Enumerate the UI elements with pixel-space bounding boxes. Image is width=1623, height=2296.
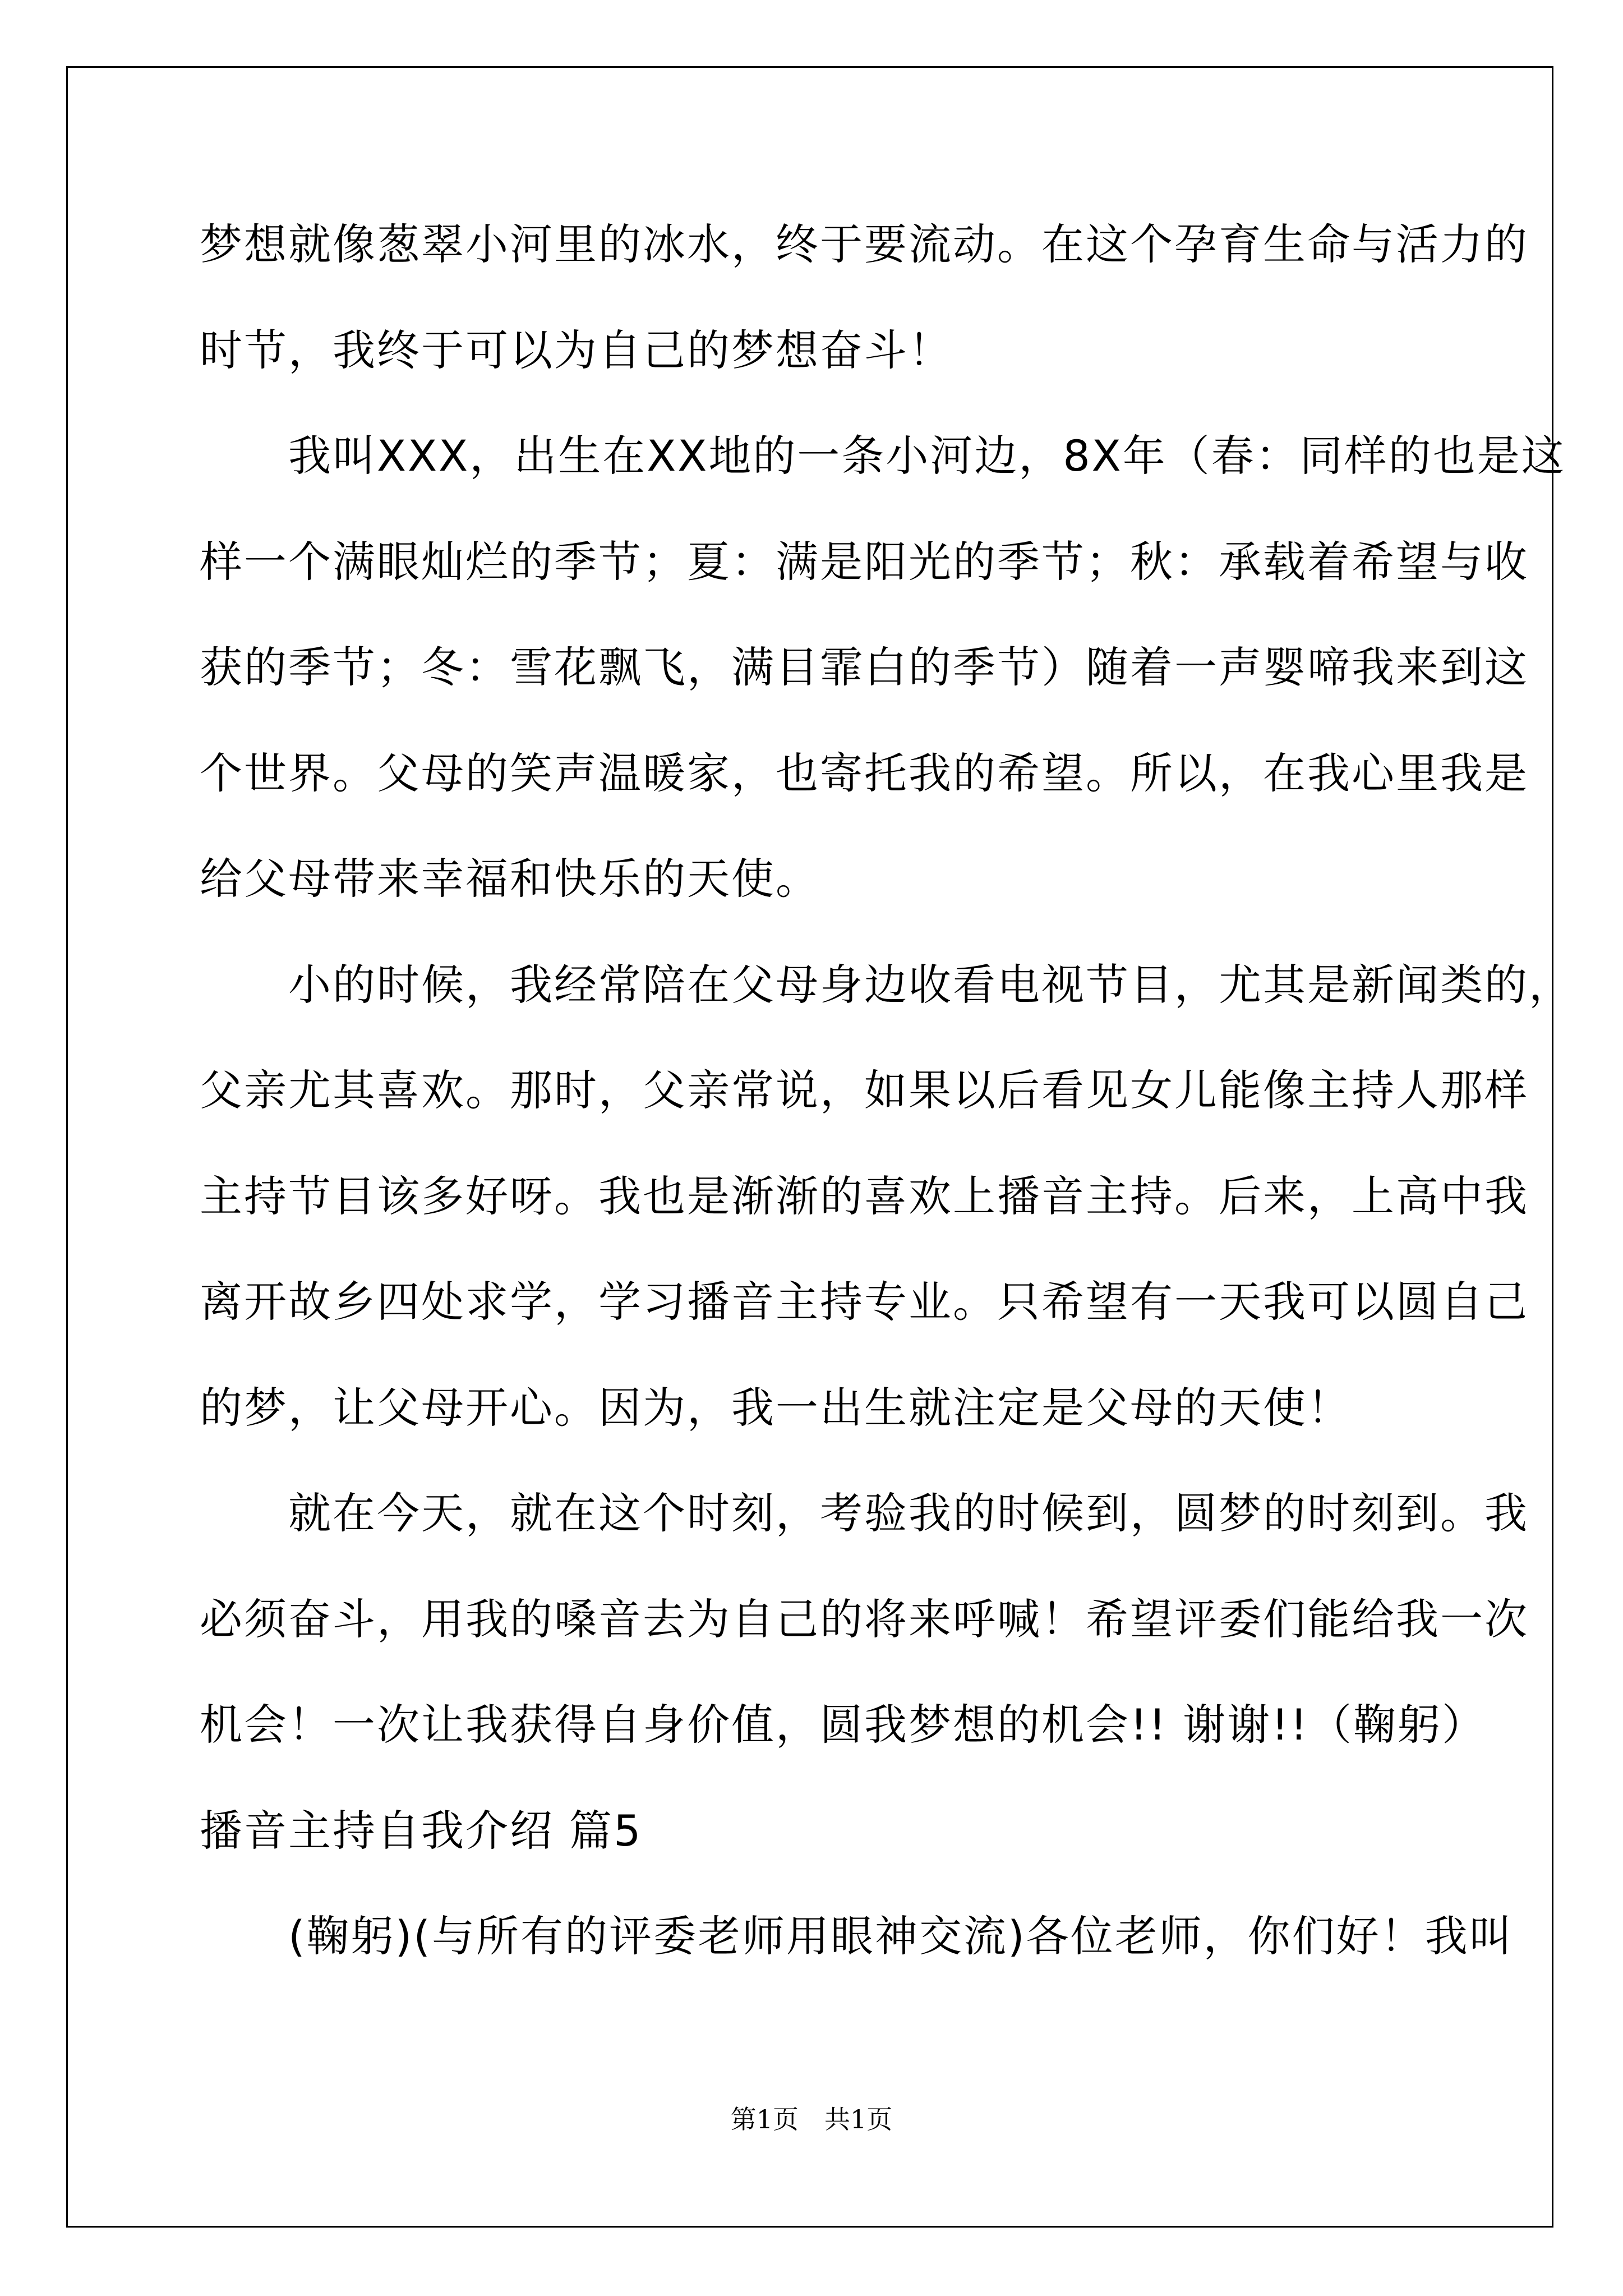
section-heading: 播音主持自我介绍 篇5	[200, 1806, 643, 1856]
page-border	[66, 66, 1553, 2228]
text-line: 父亲尤其喜欢。那时，父亲常说，如果以后看见女儿能像主持人那样	[200, 1065, 1529, 1115]
text-line: (鞠躬)(与所有的评委老师用眼神交流)各位老师，你们好！我叫	[200, 1911, 1514, 1961]
text-line: 就在今天，就在这个时刻，考验我的时候到，圆梦的时刻到。我	[200, 1488, 1529, 1538]
text-line: 必须奋斗，用我的嗓音去为自己的将来呼喊！希望评委们能给我一次	[200, 1594, 1529, 1644]
text-line: 样一个满眼灿烂的季节；夏：满是阳光的季节；秋：承载着希望与收	[200, 537, 1529, 587]
text-line: 时节，我终于可以为自己的梦想奋斗！	[200, 325, 953, 375]
text-line: 小的时候，我经常陪在父母身边收看电视节目，尤其是新闻类的，	[200, 960, 1573, 1010]
text-line: 获的季节；冬：雪花飘飞，满目霏白的季节）随着一声婴啼我来到这	[200, 642, 1529, 692]
text-line: 离开故乡四处求学，学习播音主持专业。只希望有一天我可以圆自己	[200, 1277, 1529, 1327]
page-footer: 第1页 共1页	[730, 2104, 893, 2134]
text-line: 的梦，让父母开心。因为，我一出生就注定是父母的天使！	[200, 1383, 1352, 1433]
text-line: 机会！一次让我获得自身价值，圆我梦想的机会!! 谢谢!!（鞠躬）	[200, 1700, 1487, 1750]
text-line: 梦想就像葱翠小河里的冰水，终于要流动。在这个孕育生命与活力的	[200, 219, 1529, 269]
text-line: 个世界。父母的笑声温暖家，也寄托我的希望。所以，在我心里我是	[200, 748, 1529, 798]
text-line: 我叫XXX，出生在XX地的一条小河边，8X年（春：同样的也是这	[200, 431, 1566, 481]
text-line: 主持节目该多好呀。我也是渐渐的喜欢上播音主持。后来，上高中我	[200, 1171, 1529, 1221]
text-line: 给父母带来幸福和快乐的天使。	[200, 854, 820, 904]
